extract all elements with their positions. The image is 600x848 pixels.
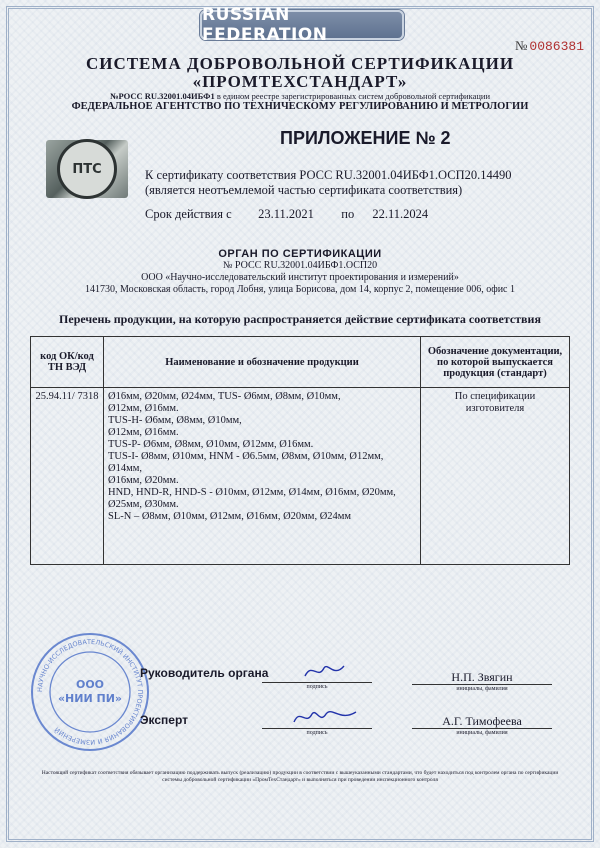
product-line: TUS-P- Ø6мм, Ø8мм, Ø10мм, Ø12мм, Ø16мм.: [108, 439, 314, 450]
expert-label: Эксперт: [140, 713, 189, 727]
organ-title: ОРГАН ПО СЕРТИФИКАЦИИ: [218, 248, 382, 260]
product-line: SL-N – Ø8мм, Ø10мм, Ø12мм, Ø16мм, Ø20мм, Ø24мм: [108, 511, 352, 522]
header-name: Наименование и обозначение продукции: [104, 337, 421, 388]
organ-number: № РОСС RU.32001.04ИБФ1.ОСП20: [222, 260, 378, 271]
expert-name-line: [412, 728, 552, 729]
header-code: код ОК/код ТН ВЭД: [31, 337, 104, 388]
product-line: Ø25мм, Ø30мм.: [108, 499, 179, 510]
system-title-line2: «ПРОМТЕХСТАНДАРТ»: [192, 72, 408, 91]
serial-value: 0086381: [529, 39, 584, 54]
head-signature: [300, 660, 350, 682]
validity-period: [145, 207, 428, 222]
product-table: [30, 336, 570, 565]
product-line: Ø12мм, Ø16мм.: [108, 403, 179, 414]
serial-number: [515, 38, 584, 54]
hologram-seal: [46, 140, 128, 198]
expert-signature: [290, 704, 360, 728]
system-registration: [0, 91, 600, 101]
registration-text: в едином реестре зарегистрированных систем добровольной сертификации: [216, 91, 491, 101]
expert-name: А.Г. Тимофеева: [442, 714, 522, 728]
cell-products: [104, 388, 421, 565]
head-name-line: [412, 684, 552, 685]
product-line: TUS-H- Ø6мм, Ø8мм, Ø10мм,: [108, 415, 242, 426]
organization-stamp: [28, 630, 152, 754]
product-line: Ø16мм, Ø20мм, Ø24мм, TUS- Ø6мм, Ø8мм, Ø10мм,: [108, 391, 341, 402]
product-line: Ø16мм, Ø20мм.: [108, 475, 179, 486]
certificate-note: (является неотъемлемой частью сертификата соответствия): [145, 183, 463, 197]
validity-to-label: по: [341, 207, 355, 221]
valid-to: 22.11.2024: [372, 207, 429, 221]
head-name-caption: инициалы, фамилия: [456, 686, 508, 692]
head-label: Руководитель органа: [140, 666, 269, 680]
head-sign-caption: подпись: [306, 684, 328, 690]
cell-docs: По спецификации изготовителя: [421, 388, 570, 565]
system-title-line1: СИСТЕМА ДОБРОВОЛЬНОЙ СЕРТИФИКАЦИИ: [85, 54, 515, 73]
seal-emblem: ПТС: [57, 139, 117, 199]
organ-address: 141730, Московская область, город Лобня, улица Борисова, дом 14, корпус 2, помещение 006, офис 1: [85, 284, 515, 295]
stamp-center-line1: ООО: [75, 678, 105, 691]
agency-name: ФЕДЕРАЛЬНОЕ АГЕНТСТВО ПО ТЕХНИЧЕСКОМУ РЕГУЛИРОВАНИЮ И МЕТРОЛОГИИ: [71, 101, 529, 112]
table-row: [31, 388, 570, 565]
cell-code: 25.94.11/ 7318: [31, 388, 104, 565]
registration-number: №РОСС RU.32001.04ИБФ1: [109, 91, 215, 101]
serial-prefix: №: [514, 38, 528, 53]
head-name: Н.П. Звягин: [451, 670, 513, 684]
appendix-title: ПРИЛОЖЕНИЕ № 2: [280, 128, 451, 148]
product-list-title: Перечень продукции, на которую распространяется действие сертификата соответствия: [59, 312, 541, 326]
certificate-reference: К сертификату соответствия РОСС RU.32001.04ИБФ1.ОСП20.14490: [145, 168, 512, 182]
header-docs: Обозначение документации, по которой выпускается продукция (стандарт): [421, 337, 570, 388]
validity-label: Срок действия с: [145, 207, 232, 221]
stamp-center-line2: «НИИ ПИ»: [57, 692, 123, 705]
head-sign-line: [262, 682, 372, 683]
stamp-ring-text: НАУЧНО-ИССЛЕДОВАТЕЛЬСКИЙ ИНСТИТУТ ПРОЕКТИРОВАНИЯ И ИЗМЕРЕНИЙ: [35, 637, 145, 747]
product-line: HND, HND-R, HND-S - Ø10мм, Ø12мм, Ø14мм, Ø16мм, Ø20мм,: [108, 487, 396, 498]
valid-from: 23.11.2021: [258, 207, 314, 221]
product-line: TUS-I- Ø8мм, Ø10мм, HNM - Ø6.5мм, Ø8мм, Ø10мм, Ø12мм, Ø14мм,: [108, 451, 384, 474]
expert-sign-line: [262, 728, 372, 729]
product-line: Ø12мм, Ø16мм.: [108, 427, 179, 438]
expert-sign-caption: подпись: [306, 730, 328, 736]
expert-name-caption: инициалы, фамилия: [456, 730, 508, 736]
table-header-row: [31, 337, 570, 388]
country-banner: RUSSIAN FEDERATION: [200, 10, 404, 40]
organ-name: ООО «Научно-исследовательский институт проектирования и измерений»: [141, 272, 459, 283]
footnote: Настоящий сертификат соответствия обязывает организацию поддерживать выпуск (реализацию) продукции в соответствии с вышеуказанными стандартами, что будет находиться под контролем органа по сертификации системы добровольной сертификации «ПромТехСтандарт» и выполняться при проведении инспекционного контроля: [41, 770, 559, 783]
